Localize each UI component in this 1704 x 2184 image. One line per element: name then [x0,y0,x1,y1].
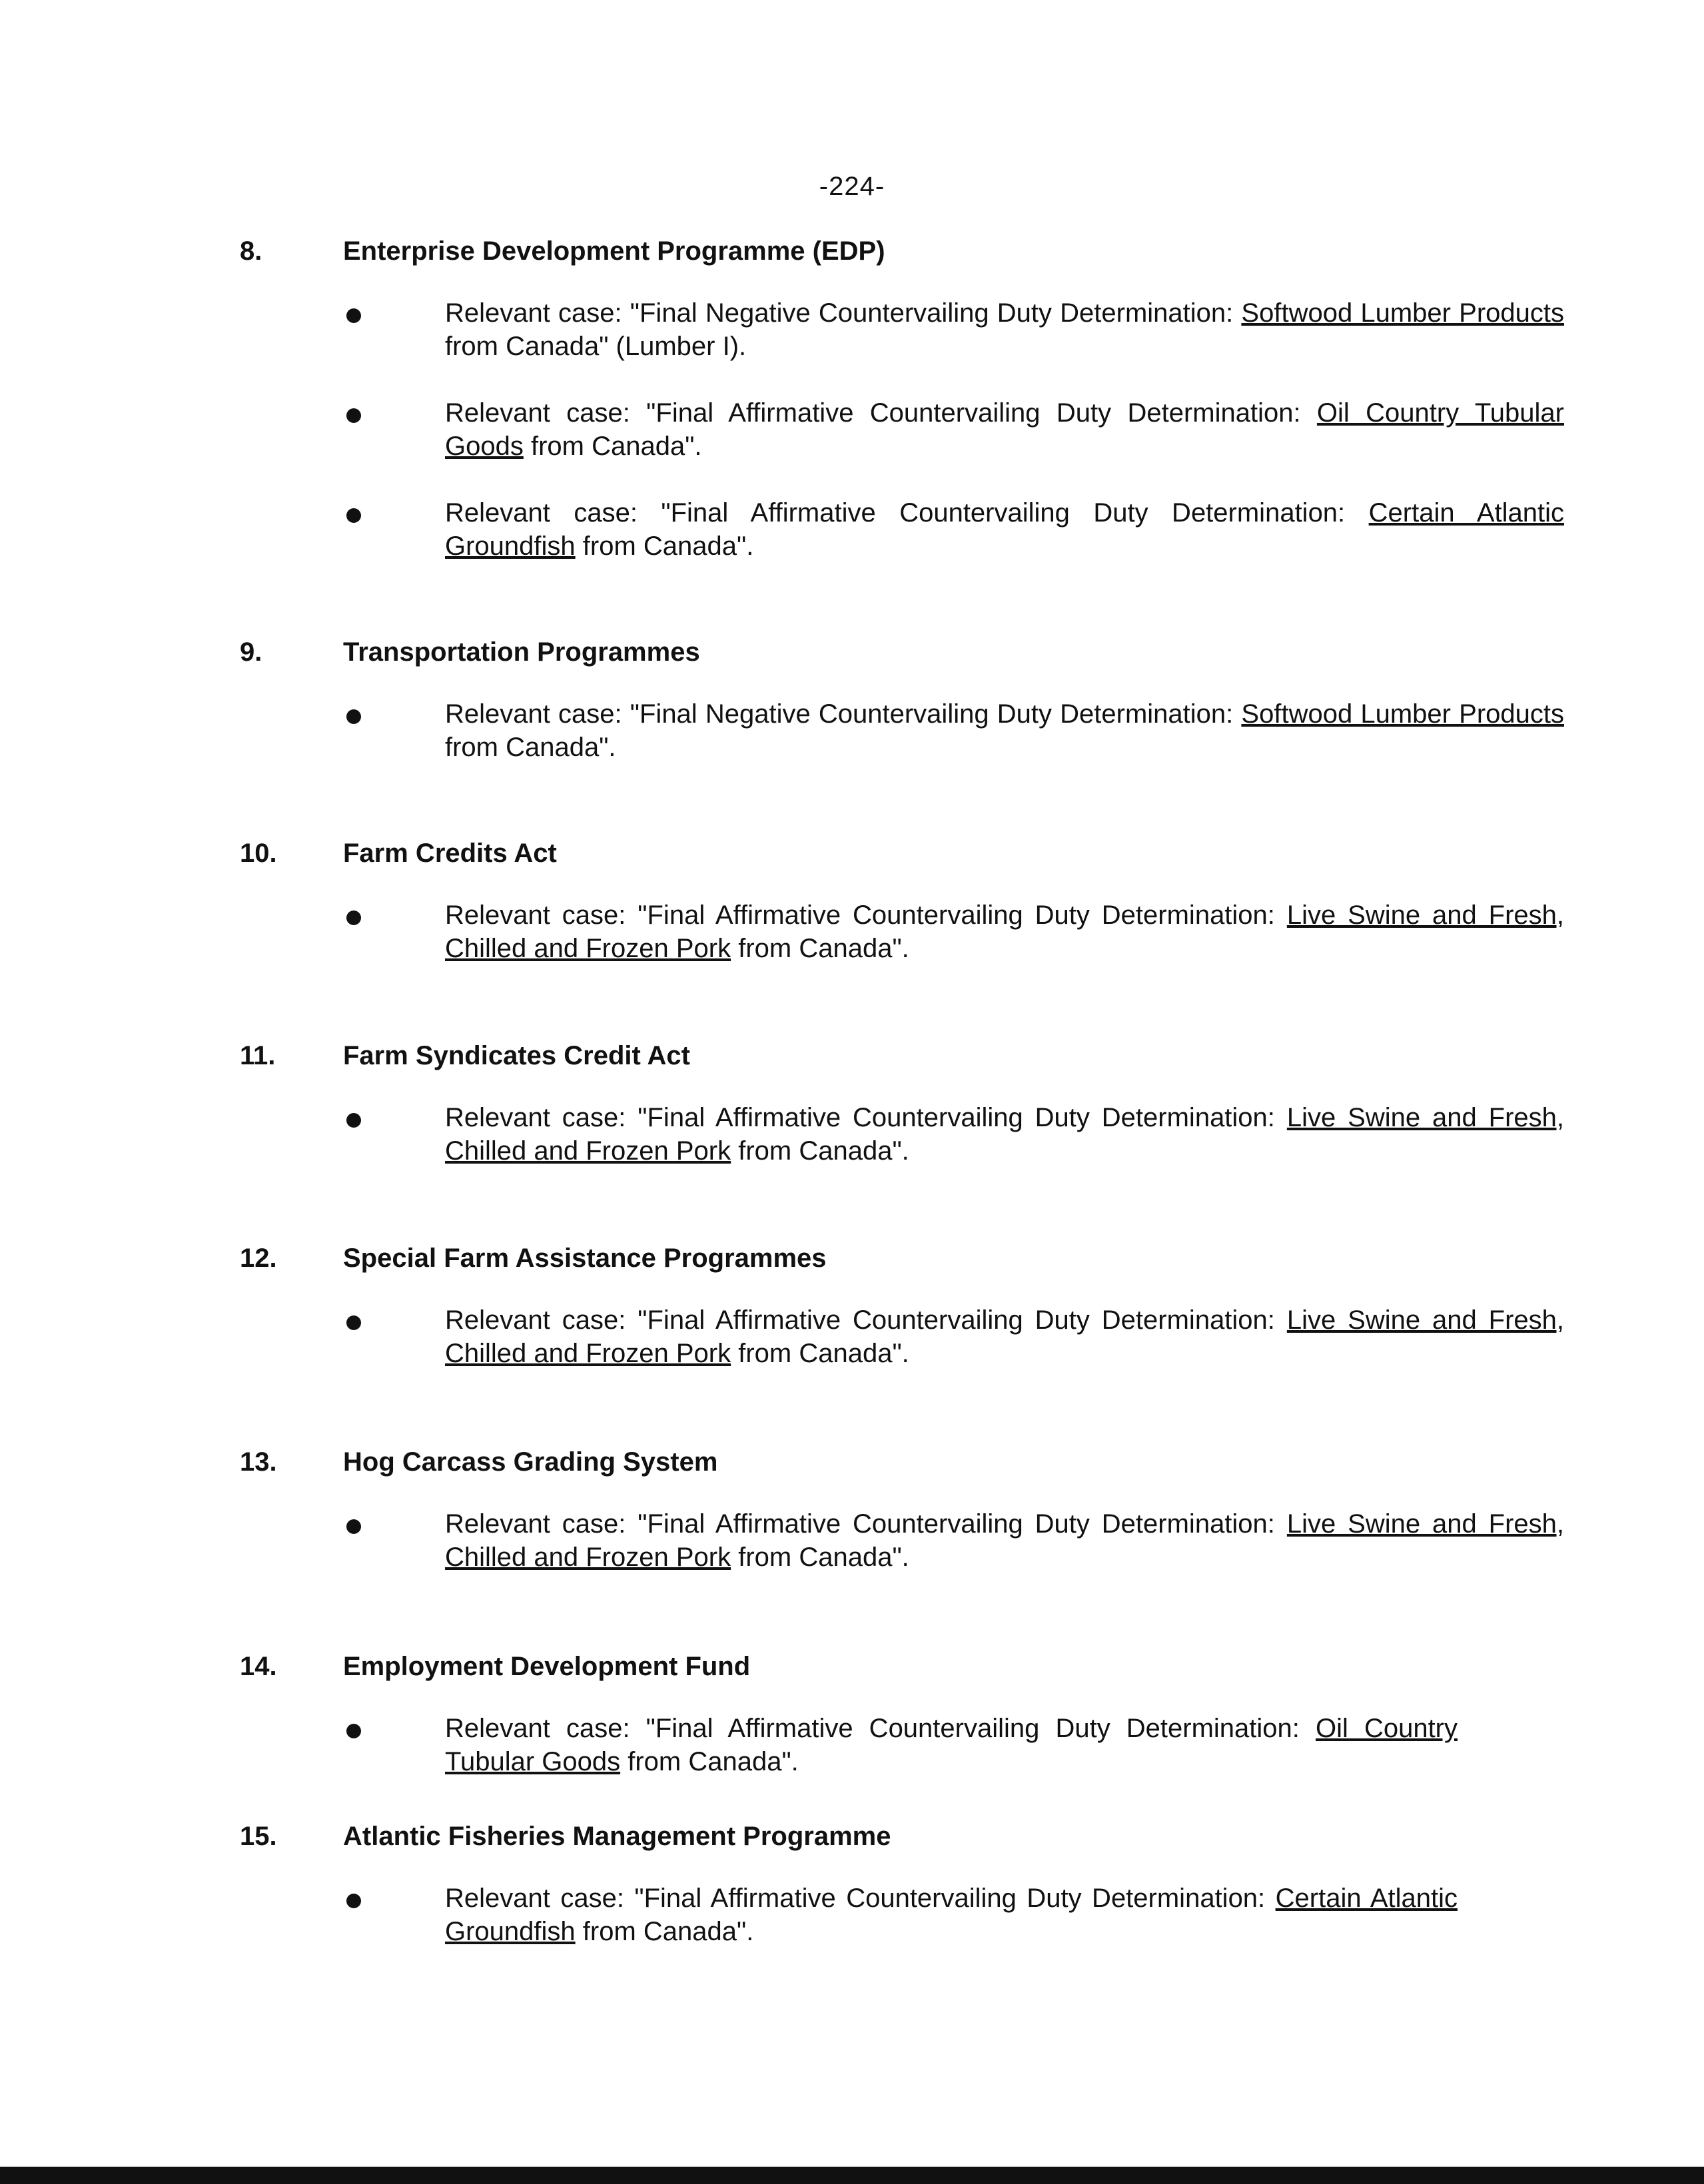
list-item [0,1712,1704,1792]
bullet-icon [346,408,361,423]
section-title: Farm Syndicates Credit Act [343,1041,690,1070]
section-number: 14. [240,1652,277,1681]
item-text: Relevant case: "Final Affirmative Countervailing Duty Determination: Certain Atlantic Groundfish from Canada". [445,1884,1458,1946]
section-number: 10. [240,839,277,868]
section-number: 13. [240,1447,277,1477]
list-item [0,296,1704,376]
section-15 [0,1822,1704,1962]
bullet-icon [346,910,361,925]
page-number: -224- [819,172,885,201]
section-number: 15. [240,1822,277,1851]
section-13 [0,1447,1704,1587]
case-subject: Live Swine and Fresh, Chilled and Frozen Pork [445,1103,1565,1166]
list-item [0,1303,1704,1383]
list-item [0,1882,1704,1962]
item-text: Relevant case: "Final Affirmative Countervailing Duty Determination: Certain Atlantic Groundfish from Canada". [445,498,1564,561]
list-item [0,697,1704,777]
item-text: Relevant case: "Final Affirmative Countervailing Duty Determination: Oil Country Tubular Goods from Canada". [445,398,1564,461]
list-item [0,496,1704,576]
case-subject: Live Swine and Fresh, Chilled and Frozen Pork [445,901,1565,963]
list-item [0,396,1704,476]
section-9 [0,637,1704,777]
section-number: 8. [240,236,262,266]
case-subject: Certain Atlantic Groundfish [445,1884,1458,1946]
bullet-icon [346,1724,361,1738]
section-14 [0,1652,1704,1792]
list-item [0,1101,1704,1181]
item-text: Relevant case: "Final Negative Countervailing Duty Determination: Softwood Lumber Products from Canada" (Lumber I). [445,298,1564,361]
case-subject: Live Swine and Fresh, Chilled and Frozen Pork [445,1509,1565,1572]
bullet-icon [346,1519,361,1534]
case-subject: Live Swine and Fresh, Chilled and Frozen Pork [445,1305,1565,1368]
bullet-icon [346,1113,361,1128]
section-number: 11. [240,1041,276,1070]
section-title: Atlantic Fisheries Management Programme [343,1822,891,1851]
list-item [0,1507,1704,1587]
item-text: Relevant case: "Final Affirmative Countervailing Duty Determination: Live Swine and Fresh, Chilled and Frozen Pork from Canada". [445,1305,1565,1368]
section-number: 9. [240,637,262,667]
section-title: Special Farm Assistance Programmes [343,1244,827,1273]
bullet-icon [346,709,361,724]
item-text: Relevant case: "Final Affirmative Countervailing Duty Determination: Oil Country Tubular Goods from Canada". [445,1714,1458,1776]
bullet-icon [346,1315,361,1330]
section-title: Transportation Programmes [343,637,700,667]
case-subject: Certain Atlantic Groundfish [445,498,1564,561]
case-subject: Oil Country Tubular Goods [445,1714,1458,1776]
section-title: Hog Carcass Grading System [343,1447,718,1477]
scan-edge-bar [0,2167,1704,2184]
list-item [0,899,1704,978]
bullet-icon [346,1894,361,1908]
section-10 [0,839,1704,978]
section-title: Farm Credits Act [343,839,557,868]
item-text: Relevant case: "Final Affirmative Countervailing Duty Determination: Live Swine and Fresh, Chilled and Frozen Pork from Canada". [445,901,1565,963]
item-text: Relevant case: "Final Affirmative Countervailing Duty Determination: Live Swine and Fresh, Chilled and Frozen Pork from Canada". [445,1103,1565,1166]
section-8 [0,236,1704,576]
item-text: Relevant case: "Final Negative Countervailing Duty Determination: Softwood Lumber Products from Canada". [445,699,1564,762]
section-11 [0,1041,1704,1181]
bullet-icon [346,508,361,523]
item-text: Relevant case: "Final Affirmative Countervailing Duty Determination: Live Swine and Fresh, Chilled and Frozen Pork from Canada". [445,1509,1565,1572]
case-subject: Softwood Lumber Products [1241,298,1564,328]
bullet-icon [346,308,361,323]
section-title: Employment Development Fund [343,1652,751,1681]
section-number: 12. [240,1244,277,1273]
section-12 [0,1244,1704,1383]
case-subject: Oil Country Tubular Goods [445,398,1564,461]
case-subject: Softwood Lumber Products [1241,699,1564,729]
section-title: Enterprise Development Programme (EDP) [343,236,885,266]
